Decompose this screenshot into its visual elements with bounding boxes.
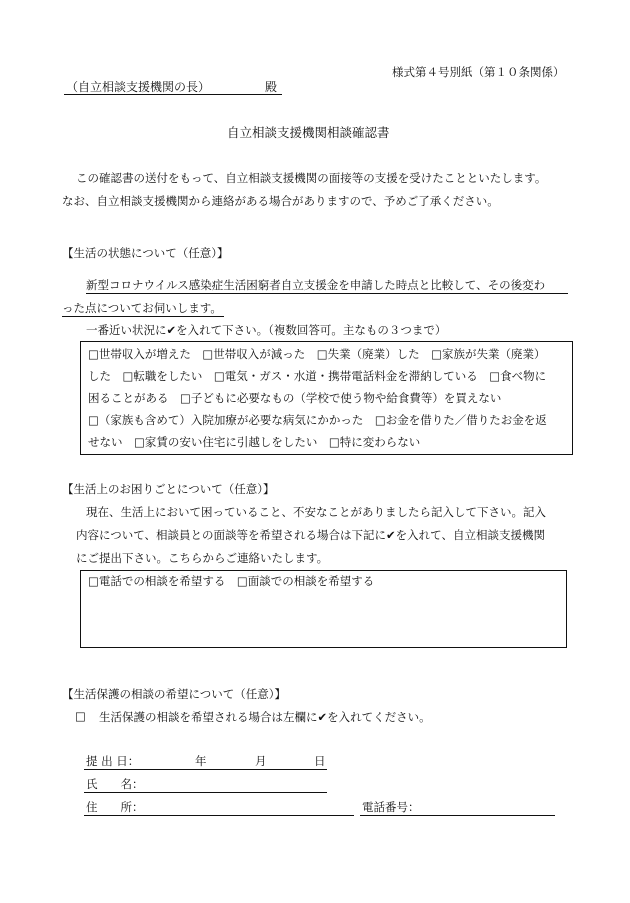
date-field[interactable] bbox=[84, 769, 327, 770]
section3-heading: 【生活保護の相談の希望について（任意）】 bbox=[62, 687, 287, 701]
phone-label: 電話番号： bbox=[362, 800, 420, 814]
status-options-line-1[interactable]: □世帯収入が増えた □世帯収入が減った □失業（廃業）した □家族が失業（廃業） bbox=[88, 347, 546, 361]
date-year: 年 bbox=[195, 754, 207, 768]
intro-line-2: なお、自立相談支援機関から連絡がある場合がありますので、予めご了承ください。 bbox=[62, 194, 499, 208]
addressee-honorific: 殿 bbox=[265, 80, 278, 94]
phone-field[interactable] bbox=[360, 815, 555, 816]
section2-line-3: にご提出下さい。こちらからご連絡いたします。 bbox=[76, 551, 329, 565]
page-title: 自立相談支援機関相談確認書 bbox=[227, 125, 390, 140]
welfare-checkbox[interactable]: □ bbox=[75, 709, 86, 723]
form-number: 様式第４号別紙（第１０条関係） bbox=[392, 65, 565, 79]
address-label: 住 所： bbox=[86, 800, 144, 814]
date-day: 日 bbox=[314, 754, 326, 768]
section2-line-2: 内容について、相談員との面談等を希望される場合は下記に✔を入れて、自立相談支援機関 bbox=[76, 528, 545, 542]
status-options-line-5[interactable]: せない □家賃の安い住宅に引越しをしたい □特に変わらない bbox=[88, 435, 421, 449]
section1-underline-1 bbox=[86, 293, 568, 294]
address-field[interactable] bbox=[84, 815, 354, 816]
status-options-line-2[interactable]: した □転職をしたい □電気・ガス・水道・携帯電話料金を滞納している □食べ物に bbox=[88, 369, 547, 383]
consultation-options[interactable]: □電話での相談を希望する □面談での相談を希望する bbox=[88, 574, 375, 588]
section1-line-2: った点についてお伺いします。 bbox=[62, 301, 222, 315]
date-month: 月 bbox=[255, 754, 267, 768]
status-options-line-4[interactable]: □（家族も含めて）入院加療が必要な病気にかかった □お金を借りた／借りたお金を返 bbox=[88, 413, 547, 427]
section2-heading: 【生活上のお困りごとについて（任意）】 bbox=[62, 482, 275, 496]
intro-line-1: この確認書の送付をもって、自立相談支援機関の面接等の支援を受けたことといたします。 bbox=[76, 171, 547, 185]
name-field[interactable] bbox=[84, 792, 327, 793]
addressee-name: （自立相談支援機関の長） bbox=[66, 80, 211, 94]
section1-instruction: 一番近い状況に✔を入れて下さい。（複数回答可。主なもの３つまで） bbox=[86, 323, 447, 337]
section2-line-1: 現在、生活上において困っていること、不安なことがありましたら記入して下さい。記入 bbox=[86, 505, 546, 519]
consultation-box[interactable] bbox=[80, 570, 567, 648]
section1-underline-2 bbox=[62, 316, 224, 317]
welfare-text: 生活保護の相談を希望される場合は左欄に✔を入れてください。 bbox=[99, 710, 431, 724]
status-options-line-3[interactable]: 困ることがある □子どもに必要なもの（学校で使う物や給食費等）を買えない bbox=[88, 391, 502, 405]
name-label: 氏 名： bbox=[86, 777, 144, 791]
section1-line-1: 新型コロナウイルス感染症生活困窮者自立支援金を申請した時点と比較して、その後変わ bbox=[86, 278, 546, 292]
date-label: 提 出 日： bbox=[86, 754, 140, 768]
section1-heading: 【生活の状態について（任意）】 bbox=[62, 246, 229, 260]
addressee-underline bbox=[64, 94, 282, 95]
status-options-box bbox=[80, 341, 573, 455]
